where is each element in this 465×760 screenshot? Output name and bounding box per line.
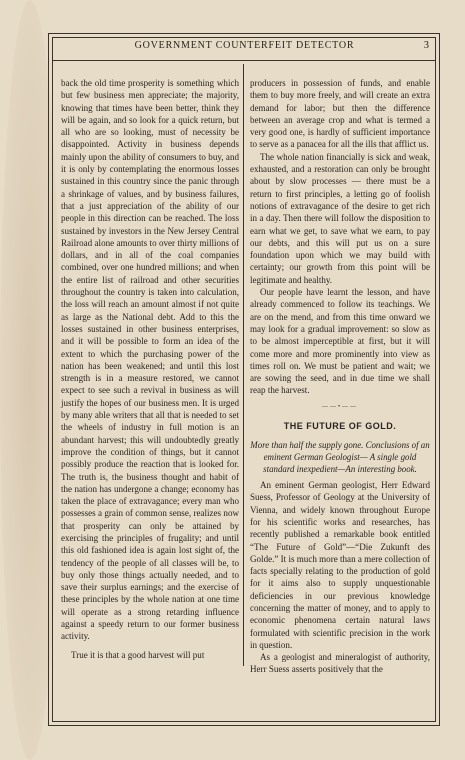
section-title: THE FUTURE OF GOLD. (283, 420, 397, 431)
running-head: GOVERNMENT COUNTERFEIT DETECTOR (134, 40, 355, 51)
page-header (52, 40, 437, 56)
right-paragraph-5: As a geologist and mineralogist of authority, Herr Suess asserts positively that the (250, 652, 430, 675)
right-column (250, 77, 430, 676)
left-paragraph-2: True it is that a good harvest will put (71, 649, 205, 660)
left-column (61, 77, 239, 661)
section-ornament: ——•—— (321, 403, 359, 410)
page-number: 3 (423, 40, 429, 51)
left-paragraph-1: back the old time prosperity is something which but few business men appreciate; the majority, knowing that times have been better, think they will be again, and so look for a quick return, but all who are so looking, must of necessity be disappointed. Activity in business depends mainly upon the ability of consumers to buy, and it is only by contemplating the enormous losses sustained in this country since the panic through a shrinkage of values, and by business failures, that a just appreciation of the ability of our people in this direction can be reached. The loss sustained by investors in the New Jersey Central Railroad alone amounts to over thirty millions of dollars, and in all of the coal companies combined, over one hundred millions; and when the entire list of railroad and other securities throughout the country is taken into calculation, the loss will reach an amount almost if not quite as large as the National debt. Add to this the losses sustained in other business enterprises, and it will be possible to form an idea of the extent to which the purchasing power of the nation has been weakened; and until this lost strength is in a measure restored, we cannot expect to see such a revival in business as will justify the hopes of our business men. It is urged by many able writers that all that is needed to set the wheels of industry in full motion is an abundant harvest; this will undoubtedly greatly improve the condition of things, but it cannot possibly produce the reaction that is looked for. The truth is, the business thought and habit of the nation has undergone a change; economy has taken the place of extravagance; every man who possesses a grain of common sense, realizes now that prosperity can only be attained by exercising the principles of frugality; and until this old fashioned idea is again lost sight of, the tendency of the people of all classes will be, to buy only those things actually needed, and to save their surplus earnings; and the exercise of these principles by the whole nation at one time will operate as a strong retarding influence against a speedy return to our former business activity. (61, 78, 239, 642)
right-paragraph-4: An eminent German geologist, Herr Edward Suess, Professor of Geology at the University of Vienna, and widely known throughout Europe for his scientific works and researches, has recently published a remarkable book entitled “The Future of Gold”—“Die Zukunft des Golde.” It is much more than a mere collection of facts specially relating to the production of gold for it aims also to supply unquestionable deficiencies in our previous knowledge concerning the matter of money, and to apply to economic phenomena certain natural laws formulated with scientific precision in the work in question. (250, 480, 430, 650)
right-paragraph-1: producers in possession of funds, and enable them to buy more freely, and will create an extra demand for labor; but then the difference between an average crop and what is termed a very good one, is hardly of sufficient importance to serve as a panacea for all the ills that afflict us. (250, 78, 430, 150)
right-paragraph-2: The whole nation financially is sick and weak, exhausted, and a restoration can only be brought about by slow processes — there must be a return to first principles, a letting go of foolish notions of extravagance of the desire to get rich in a day. Then there will follow the disposition to earn what we get, to save what we earn, to pay our debts, and this will put us on a sure foundation upon which we may build with certainty; our growth from this point will be legitimate and healthy. (250, 151, 430, 285)
column-rule (243, 64, 244, 666)
right-paragraph-3: Our people have learnt the lesson, and have already commenced to follow its teachings. We are on the mend, and from this time onward we may look for a gradual improvement: so slow as to be almost imperceptible at first, but it will come more and more prominently into view as times roll on. We must be patient and wait; we are sowing the seed, and in due time we shall reap the harvest. (250, 287, 430, 396)
header-rule (52, 60, 436, 61)
section-summary: More than half the supply gone. Conclusions of an eminent German Geologist— A single gold standard inexpedient—An interesting book. (250, 440, 430, 475)
